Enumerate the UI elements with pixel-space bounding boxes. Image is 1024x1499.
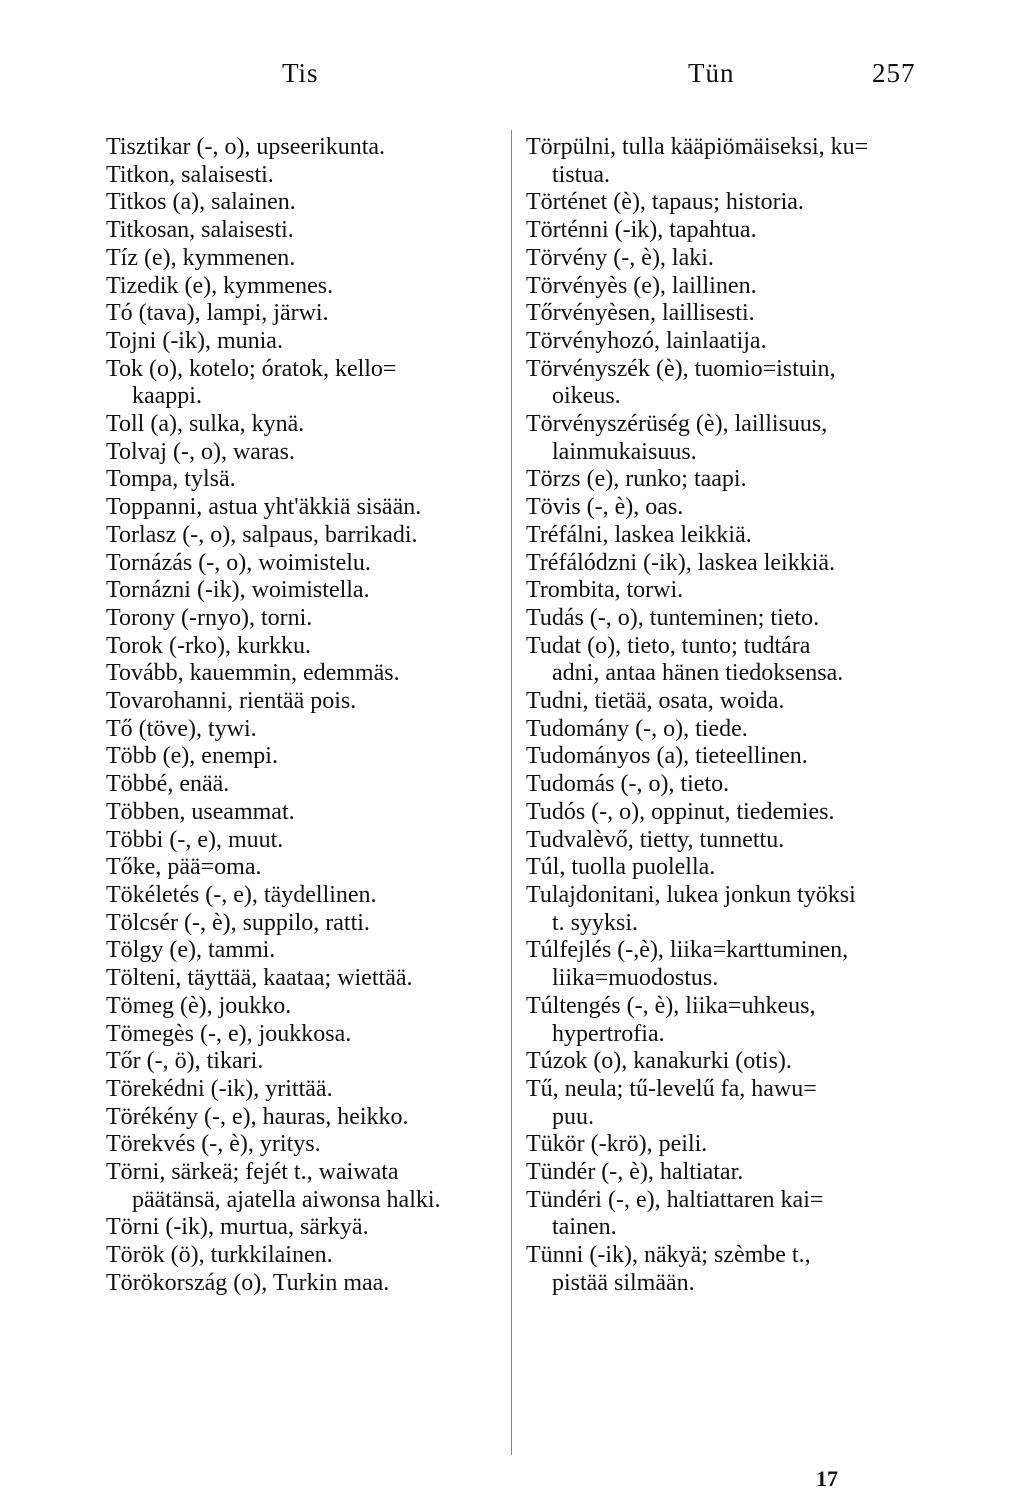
dictionary-entry	[106, 1048, 506, 1076]
entry-line: Törekédni (-ik), yrittää.	[106, 1075, 333, 1102]
dictionary-entry	[106, 965, 506, 993]
dictionary-entry	[106, 189, 506, 217]
dictionary-entry	[526, 827, 936, 855]
dictionary-entry	[106, 910, 506, 938]
entry-line: Tudat (o), tieto, tunto; tudtára	[526, 632, 811, 659]
dictionary-entry	[526, 1076, 936, 1131]
dictionary-entry	[526, 743, 936, 771]
dictionary-entry	[526, 1242, 936, 1297]
entry-line: Tökéletés (-, e), täydellinen.	[106, 881, 377, 908]
dictionary-entry	[106, 827, 506, 855]
dictionary-entry	[106, 328, 506, 356]
entry-line: Tizedik (e), kymmenes.	[106, 272, 334, 299]
entry-line: Tű, neula; tű-levelű fa, hawu=	[526, 1075, 817, 1102]
entry-line: Többen, useammat.	[106, 798, 295, 825]
entry-line: Túzok (o), kanakurki (otis).	[526, 1048, 792, 1075]
right-column	[526, 134, 936, 1298]
entry-line: Tó (tava), lampi, järwi.	[106, 300, 329, 327]
entry-line: Tíz (e), kymmenen.	[106, 244, 296, 271]
entry-line: Tompa, tylsä.	[106, 466, 236, 493]
dictionary-entry	[106, 1242, 506, 1270]
entry-line: Titkos (a), salainen.	[106, 189, 296, 216]
entry-line: Törvényszék (è), tuomio=istuin,	[526, 355, 836, 382]
dictionary-entry	[106, 245, 506, 273]
entry-line: Tünni (-ik), näkyä; szèmbe t.,	[526, 1242, 811, 1269]
dictionary-entry	[526, 245, 936, 273]
entry-line: Tréfálni, laskea leikkiä.	[526, 521, 752, 548]
entry-line: Tőke, pää=oma.	[106, 854, 262, 881]
dictionary-entry	[526, 1048, 936, 1076]
entry-line: Túlfejlés (-,è), liika=karttuminen,	[526, 937, 849, 964]
entry-line: Többé, enää.	[106, 771, 230, 798]
entry-continuation-line: päätänsä, ajatella aiwonsa halki.	[132, 1186, 441, 1213]
entry-line: Tükör (-krö), peili.	[526, 1131, 708, 1158]
entry-line: Történet (è), tapaus; historia.	[526, 189, 804, 216]
page-number: 257	[872, 58, 916, 88]
entry-line: Toppanni, astua yht'äkkiä sisään.	[106, 494, 422, 521]
entry-line: Törzs (e), runko; taapi.	[526, 466, 747, 493]
dictionary-entry	[106, 937, 506, 965]
dictionary-entry	[106, 882, 506, 910]
entry-line: Tudvalèvő, tietty, tunnettu.	[526, 826, 785, 853]
dictionary-entry	[106, 439, 506, 467]
dictionary-entry	[526, 134, 936, 189]
dictionary-entry	[526, 577, 936, 605]
dictionary-entry	[526, 633, 936, 688]
entry-line: Törekvés (-, è), yritys.	[106, 1131, 321, 1158]
dictionary-entry	[106, 660, 506, 688]
dictionary-entry	[526, 328, 936, 356]
entry-line: Törékény (-, e), hauras, heikko.	[106, 1103, 409, 1130]
running-head-left: Tis	[282, 58, 319, 88]
dictionary-entry	[106, 494, 506, 522]
entry-line: Törni, särkeä; fejét t., waiwata	[106, 1159, 399, 1186]
dictionary-entry	[526, 189, 936, 217]
entry-line: Törvényszérüség (è), laillisuus,	[526, 411, 828, 438]
dictionary-entry	[106, 1270, 506, 1298]
dictionary-entry	[106, 799, 506, 827]
entry-line: Tudós (-, o), oppinut, tiedemies.	[526, 798, 835, 825]
entry-line: Titkosan, salaisesti.	[106, 217, 294, 244]
dictionary-entry	[106, 1076, 506, 1104]
dictionary-entry	[106, 356, 506, 411]
entry-line: Tölgy (e), tammi.	[106, 937, 276, 964]
entry-line: Trombita, torwi.	[526, 577, 684, 604]
dictionary-entry	[526, 688, 936, 716]
entry-line: Történni (-ik), tapahtua.	[526, 217, 757, 244]
entry-line: Tok (o), kotelo; óratok, kello=	[106, 355, 397, 382]
entry-line: Toll (a), sulka, kynä.	[106, 411, 305, 438]
column-divider	[511, 130, 512, 1455]
dictionary-entry	[106, 688, 506, 716]
entry-continuation-line: tainen.	[552, 1214, 617, 1241]
dictionary-entry	[526, 550, 936, 578]
dictionary-entry	[526, 411, 936, 466]
entry-continuation-line: liika=muodostus.	[552, 965, 719, 992]
dictionary-entry	[526, 605, 936, 633]
entry-line: Tőr (-, ö), tikari.	[106, 1048, 264, 1075]
entry-line: Törvényès (e), laillinen.	[526, 272, 757, 299]
dictionary-entry	[106, 1104, 506, 1132]
dictionary-entry	[106, 605, 506, 633]
dictionary-entry	[106, 162, 506, 190]
dictionary-entry	[106, 1159, 506, 1214]
entry-line: Tő (töve), tywi.	[106, 715, 257, 742]
entry-line: Tolvaj (-, o), waras.	[106, 438, 295, 465]
entry-line: Tündér (-, è), haltiatar.	[526, 1159, 744, 1186]
dictionary-entry	[526, 1159, 936, 1187]
dictionary-entry	[526, 799, 936, 827]
dictionary-entry	[526, 937, 936, 992]
running-head-right: Tün	[688, 58, 735, 88]
entry-line: Tölcsér (-, è), suppilo, ratti.	[106, 909, 370, 936]
entry-line: Torony (-rnyo), torni.	[106, 604, 313, 631]
entry-line: Tovarohanni, rientää pois.	[106, 688, 357, 715]
dictionary-entry	[526, 522, 936, 550]
dictionary-entry	[526, 1131, 936, 1159]
entry-line: Többi (-, e), muut.	[106, 826, 284, 853]
dictionary-entry	[526, 273, 936, 301]
entry-line: Torok (-rko), kurkku.	[106, 632, 311, 659]
dictionary-entry	[526, 771, 936, 799]
entry-line: Torlasz (-, o), salpaus, barrikadi.	[106, 521, 418, 548]
entry-line: Tudomány (-, o), tiede.	[526, 715, 748, 742]
dictionary-entry	[526, 854, 936, 882]
dictionary-entry	[106, 854, 506, 882]
dictionary-entry	[106, 1131, 506, 1159]
entry-line: Túltengés (-, è), liika=uhkeus,	[526, 992, 816, 1019]
dictionary-entry	[106, 273, 506, 301]
entry-line: Tornázás (-, o), woimistelu.	[106, 549, 371, 576]
entry-line: Tisztikar (-, o), upseerikunta.	[106, 134, 386, 160]
entry-line: Túl, tuolla puolella.	[526, 854, 716, 881]
entry-line: Tudni, tietää, osata, woida.	[526, 688, 785, 715]
dictionary-entry	[526, 300, 936, 328]
dictionary-entry	[106, 217, 506, 245]
entry-continuation-line: oikeus.	[552, 383, 621, 410]
entry-line: Tudomás (-, o), tieto.	[526, 771, 730, 798]
dictionary-entry	[106, 577, 506, 605]
entry-line: Tömegès (-, e), joukkosa.	[106, 1020, 352, 1047]
entry-line: Törni (-ik), murtua, särkyä.	[106, 1214, 369, 1241]
entry-line: Tudás (-, o), tunteminen; tieto.	[526, 604, 820, 631]
dictionary-entry	[526, 1187, 936, 1242]
entry-continuation-line: puu.	[552, 1103, 594, 1130]
entry-line: Tornázni (-ik), woimistella.	[106, 577, 370, 604]
entry-line: Törökország (o), Turkin maa.	[106, 1269, 390, 1296]
dictionary-entry	[106, 1214, 506, 1242]
dictionary-entry	[106, 300, 506, 328]
printer-signature: 17	[816, 1466, 838, 1491]
dictionary-entry	[526, 217, 936, 245]
entry-continuation-line: kaappi.	[132, 383, 202, 410]
dictionary-entry	[106, 716, 506, 744]
entry-line: Titkon, salaisesti.	[106, 161, 274, 188]
dictionary-entry	[106, 1021, 506, 1049]
entry-line: Törvényhozó, lainlaatija.	[526, 327, 767, 354]
dictionary-entry	[526, 466, 936, 494]
entry-continuation-line: pistää silmään.	[552, 1269, 695, 1296]
dictionary-entry	[106, 550, 506, 578]
entry-line: Tövis (-, è), oas.	[526, 494, 684, 521]
dictionary-entry	[526, 993, 936, 1048]
dictionary-entry	[526, 494, 936, 522]
dictionary-entry	[106, 411, 506, 439]
entry-line: Tulajdonitani, lukea jonkun työksi	[526, 881, 856, 908]
entry-line: Tömeg (è), joukko.	[106, 992, 292, 1019]
dictionary-entry	[106, 522, 506, 550]
dictionary-entry	[106, 633, 506, 661]
entry-line: Tőrvényèsen, laillisesti.	[526, 300, 755, 327]
entry-line: Tündéri (-, e), haltiattaren kai=	[526, 1186, 824, 1213]
entry-continuation-line: lainmukaisuus.	[552, 438, 697, 465]
entry-line: Törvény (-, è), laki.	[526, 244, 714, 271]
entry-line: Török (ö), turkkilainen.	[106, 1242, 333, 1269]
entry-line: Tölteni, täyttää, kaataa; wiettää.	[106, 965, 413, 992]
dictionary-entry	[526, 716, 936, 744]
entry-line: Tojni (-ik), munia.	[106, 327, 283, 354]
entry-line: Tudományos (a), tieteellinen.	[526, 743, 808, 770]
entry-continuation-line: adni, antaa hänen tiedoksensa.	[552, 660, 844, 687]
dictionary-entry	[106, 134, 506, 162]
entry-continuation-line: hypertrofia.	[552, 1020, 665, 1047]
entry-line: Tovább, kauemmin, edemmäs.	[106, 660, 400, 687]
dictionary-entry	[106, 466, 506, 494]
dictionary-entry	[106, 743, 506, 771]
entry-line: Törpülni, tulla kääpiömäiseksi, ku=	[526, 134, 869, 160]
dictionary-entry	[106, 771, 506, 799]
dictionary-entry	[106, 993, 506, 1021]
dictionary-entry	[526, 882, 936, 937]
entry-continuation-line: tistua.	[552, 161, 610, 188]
left-column	[106, 134, 506, 1298]
entry-continuation-line: t. syyksi.	[552, 909, 639, 936]
entry-line: Tréfálódzni (-ik), laskea leikkiä.	[526, 549, 836, 576]
entry-line: Több (e), enempi.	[106, 743, 278, 770]
dictionary-entry	[526, 356, 936, 411]
